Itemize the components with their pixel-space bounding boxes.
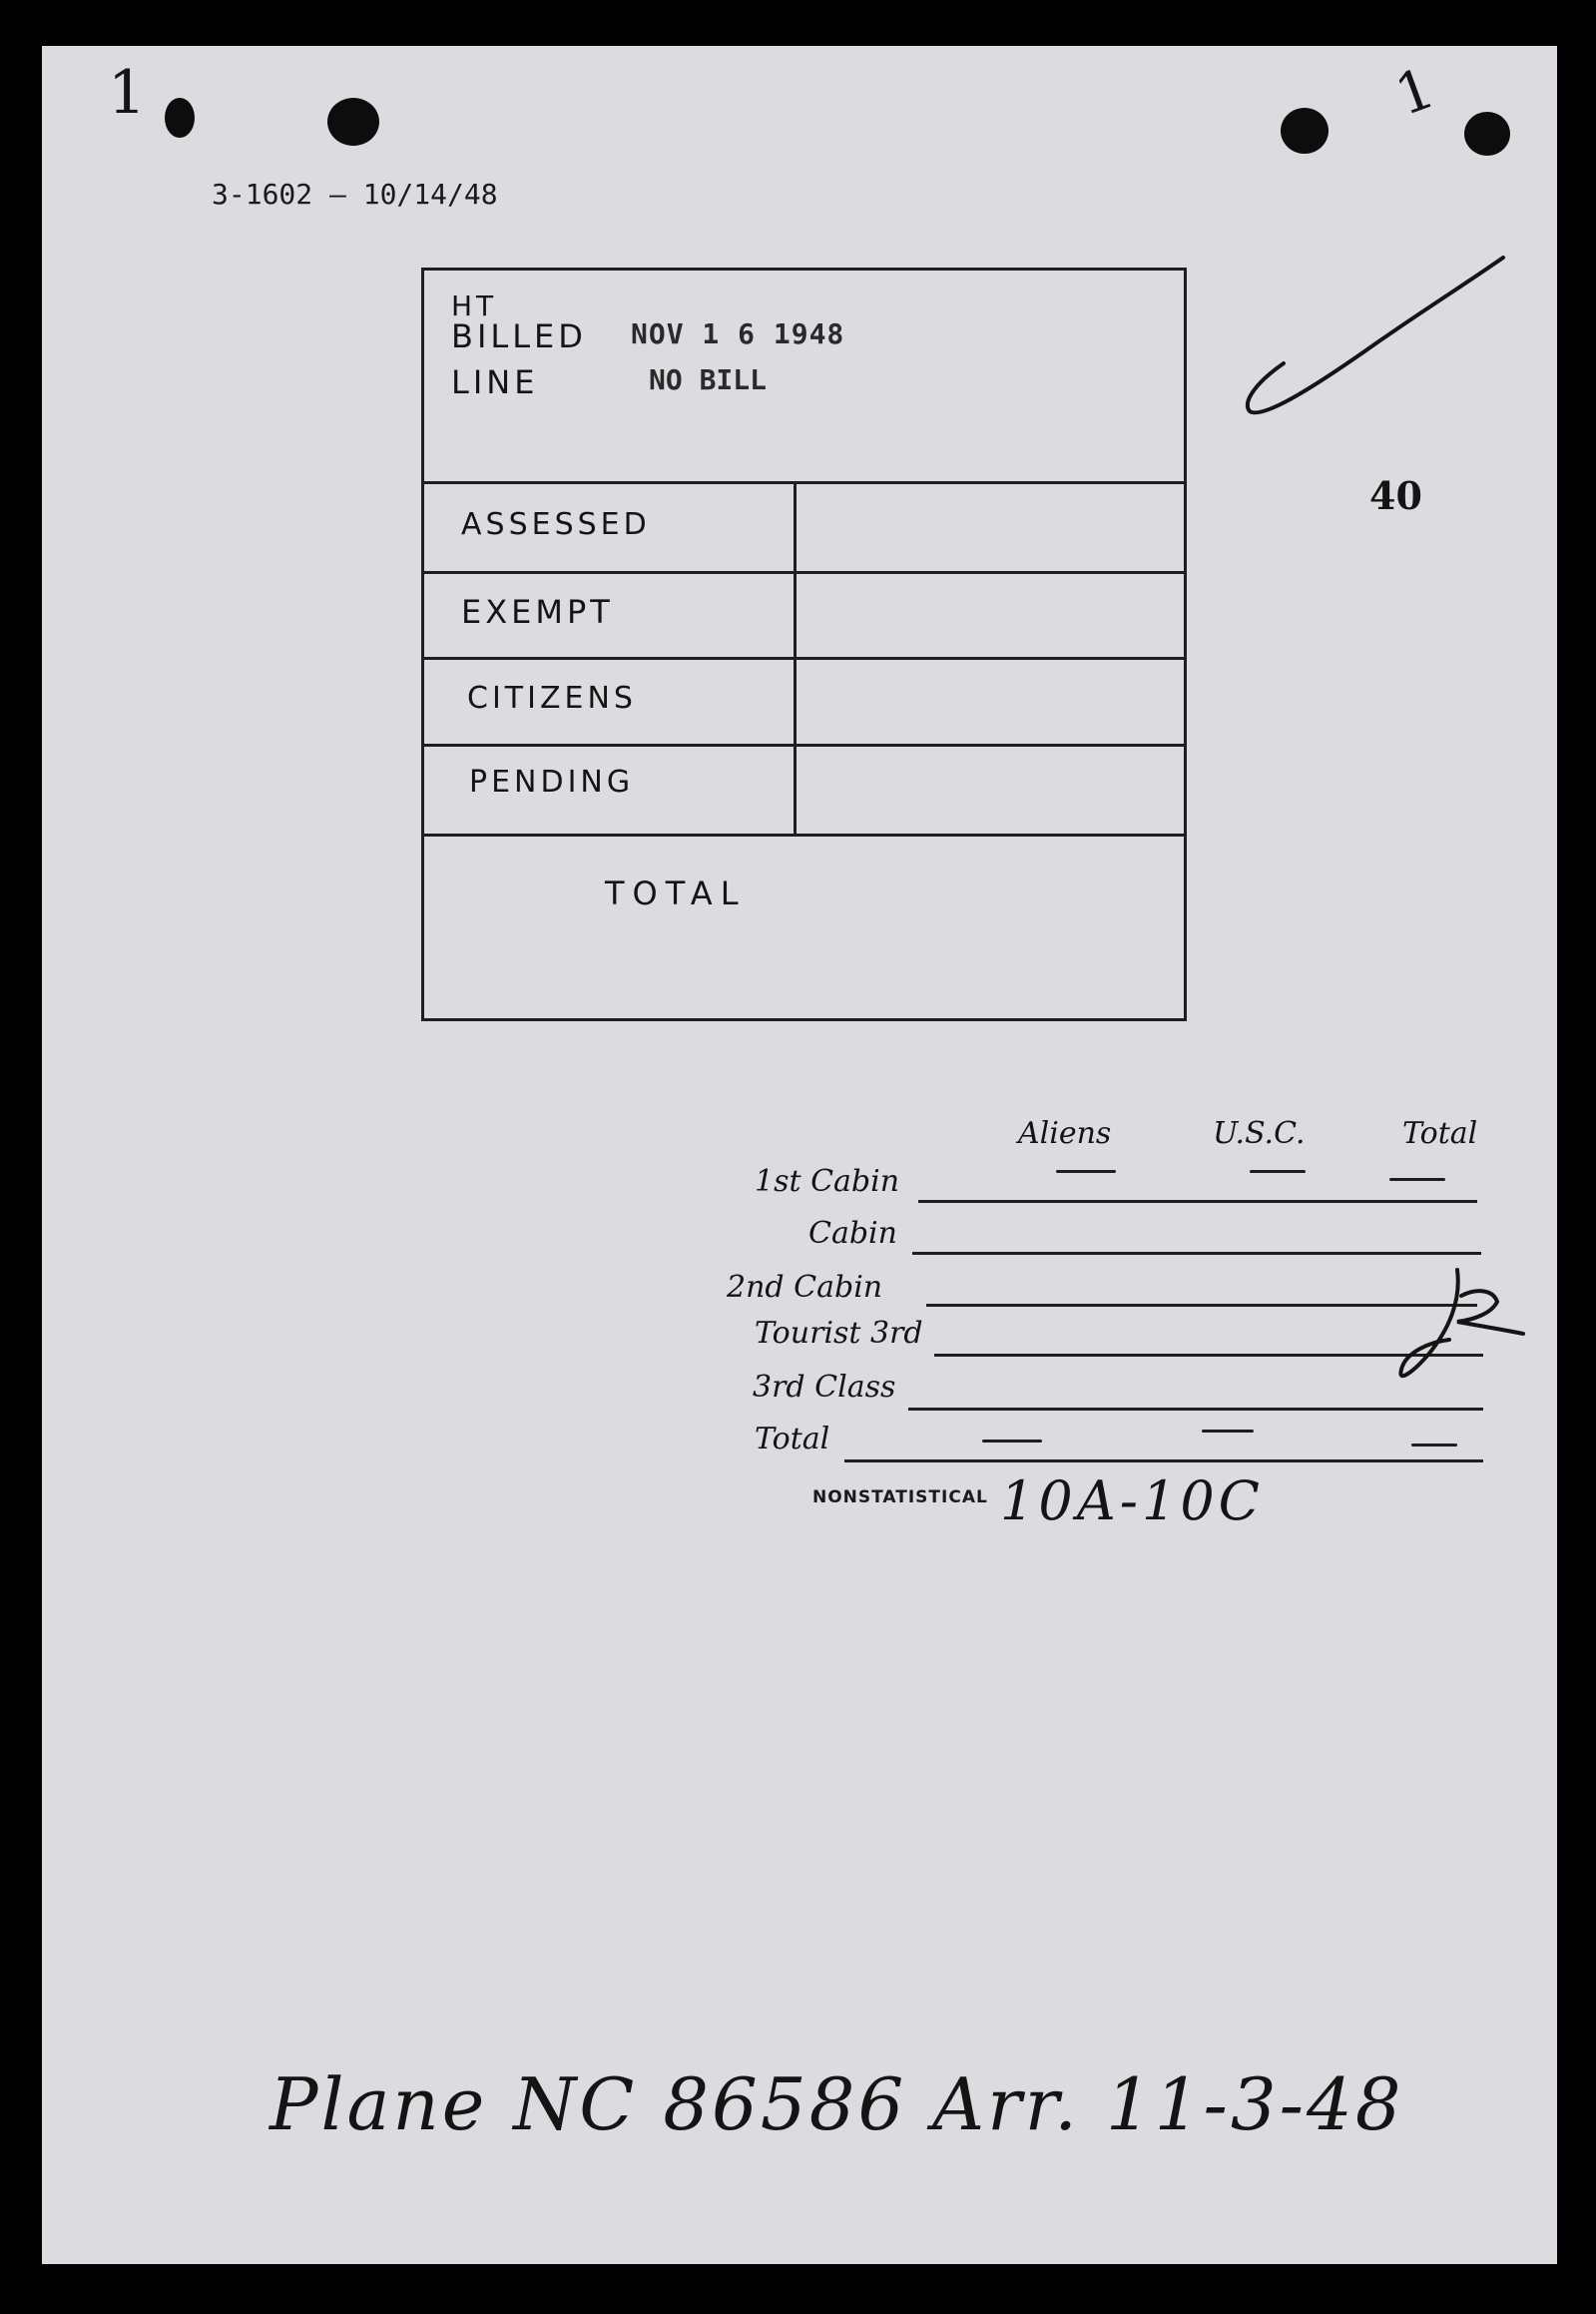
exempt-label: EXEMPT xyxy=(461,593,614,631)
checkmark-icon xyxy=(1228,252,1507,421)
ht-label: HT xyxy=(451,289,498,322)
row-line-total xyxy=(844,1459,1483,1462)
punch-hole-right-1 xyxy=(1281,108,1329,154)
reference-line: 3-1602 — 10/14/48 xyxy=(212,178,498,211)
total-label: TOTAL xyxy=(605,874,747,912)
row-label-total: Total xyxy=(755,1422,830,1456)
billed-label: BILLED xyxy=(451,317,587,355)
pending-label: PENDING xyxy=(469,765,635,800)
punch-hole-left-1 xyxy=(165,98,195,138)
initials-scribble-icon xyxy=(1387,1260,1527,1390)
stamp-date: NOV 1 6 1948 xyxy=(631,317,845,350)
line-label: LINE xyxy=(451,363,539,401)
column-header-usc: U.S.C. xyxy=(1213,1116,1306,1151)
row-label-tourist-3rd: Tourist 3rd xyxy=(755,1316,923,1351)
punch-hole-left-2 xyxy=(327,98,379,146)
assessed-label: ASSESSED xyxy=(461,507,651,542)
corner-mark-right: 1 xyxy=(1386,55,1443,130)
row-label-cabin: Cabin xyxy=(808,1216,897,1251)
row-line-1st-cabin xyxy=(918,1200,1477,1203)
page-number: 40 xyxy=(1369,473,1422,518)
citizens-label: CITIZENS xyxy=(467,681,637,716)
row-line-3rd-class xyxy=(908,1408,1483,1411)
nonstatistical-label: NONSTATISTICAL xyxy=(812,1487,988,1507)
stamp-no-bill: NO BILL xyxy=(649,363,768,396)
footer-note: Plane NC 86586 Arr. 11-3-48 xyxy=(269,2062,1404,2146)
row-label-2nd-cabin: 2nd Cabin xyxy=(727,1270,883,1305)
column-header-total: Total xyxy=(1402,1116,1478,1151)
row-line-cabin xyxy=(912,1252,1481,1255)
row-label-3rd-class: 3rd Class xyxy=(753,1370,896,1405)
column-header-aliens: Aliens xyxy=(1018,1116,1112,1151)
punch-hole-right-2 xyxy=(1464,112,1510,156)
row-label-1st-cabin: 1st Cabin xyxy=(755,1164,900,1199)
corner-mark-left: 1 xyxy=(108,58,147,128)
nonstatistical-value: 10A-10C xyxy=(1000,1469,1264,1532)
